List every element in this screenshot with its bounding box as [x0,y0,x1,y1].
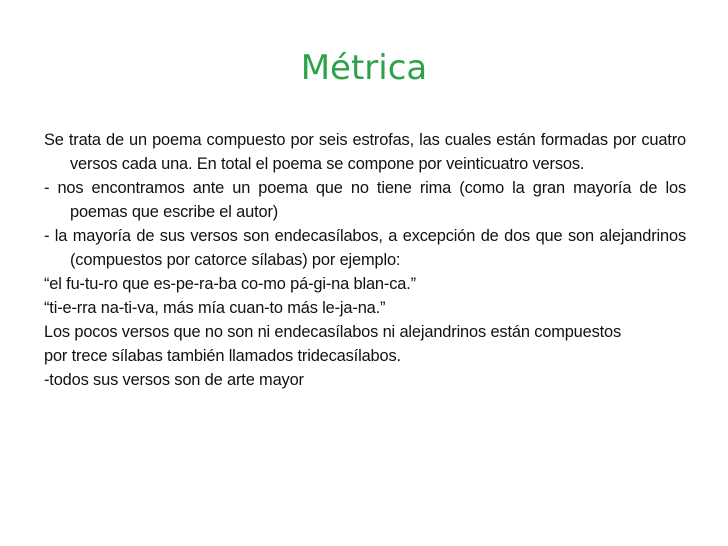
slide-body [44,128,686,392]
slide-title: Métrica [300,48,428,88]
example-verse-2: “ti-e-rra na-ti-va, más mía cuan-to más le-ja-na.” [44,299,386,317]
paragraph-rhyme: - nos encontramos ante un poema que no tiene rima (como la gran mayoría de los poemas que escribe el autor) [44,179,686,221]
paragraph-other-verses: Los pocos versos que no son ni endecasílabos ni alejandrinos están compuestos [44,323,622,341]
paragraph-structure: Se trata de un poema compuesto por seis estrofas, las cuales están formadas por cuatro versos cada una. En total el poema se compone por veinticuatro versos. [44,131,686,173]
paragraph-arte-mayor: -todos sus versos son de arte mayor [44,371,304,389]
example-verse-1: “el fu-tu-ro que es-pe-ra-ba co-mo pá-gi-na blan-ca.” [44,275,416,293]
paragraph-tridecasyllables: por trece sílabas también llamados tridecasílabos. [44,347,401,365]
paragraph-syllables: - la mayoría de sus versos son endecasílabos, a excepción de dos que son alejandrinos (compuestos por catorce sílabas) por ejemplo: [44,227,686,269]
